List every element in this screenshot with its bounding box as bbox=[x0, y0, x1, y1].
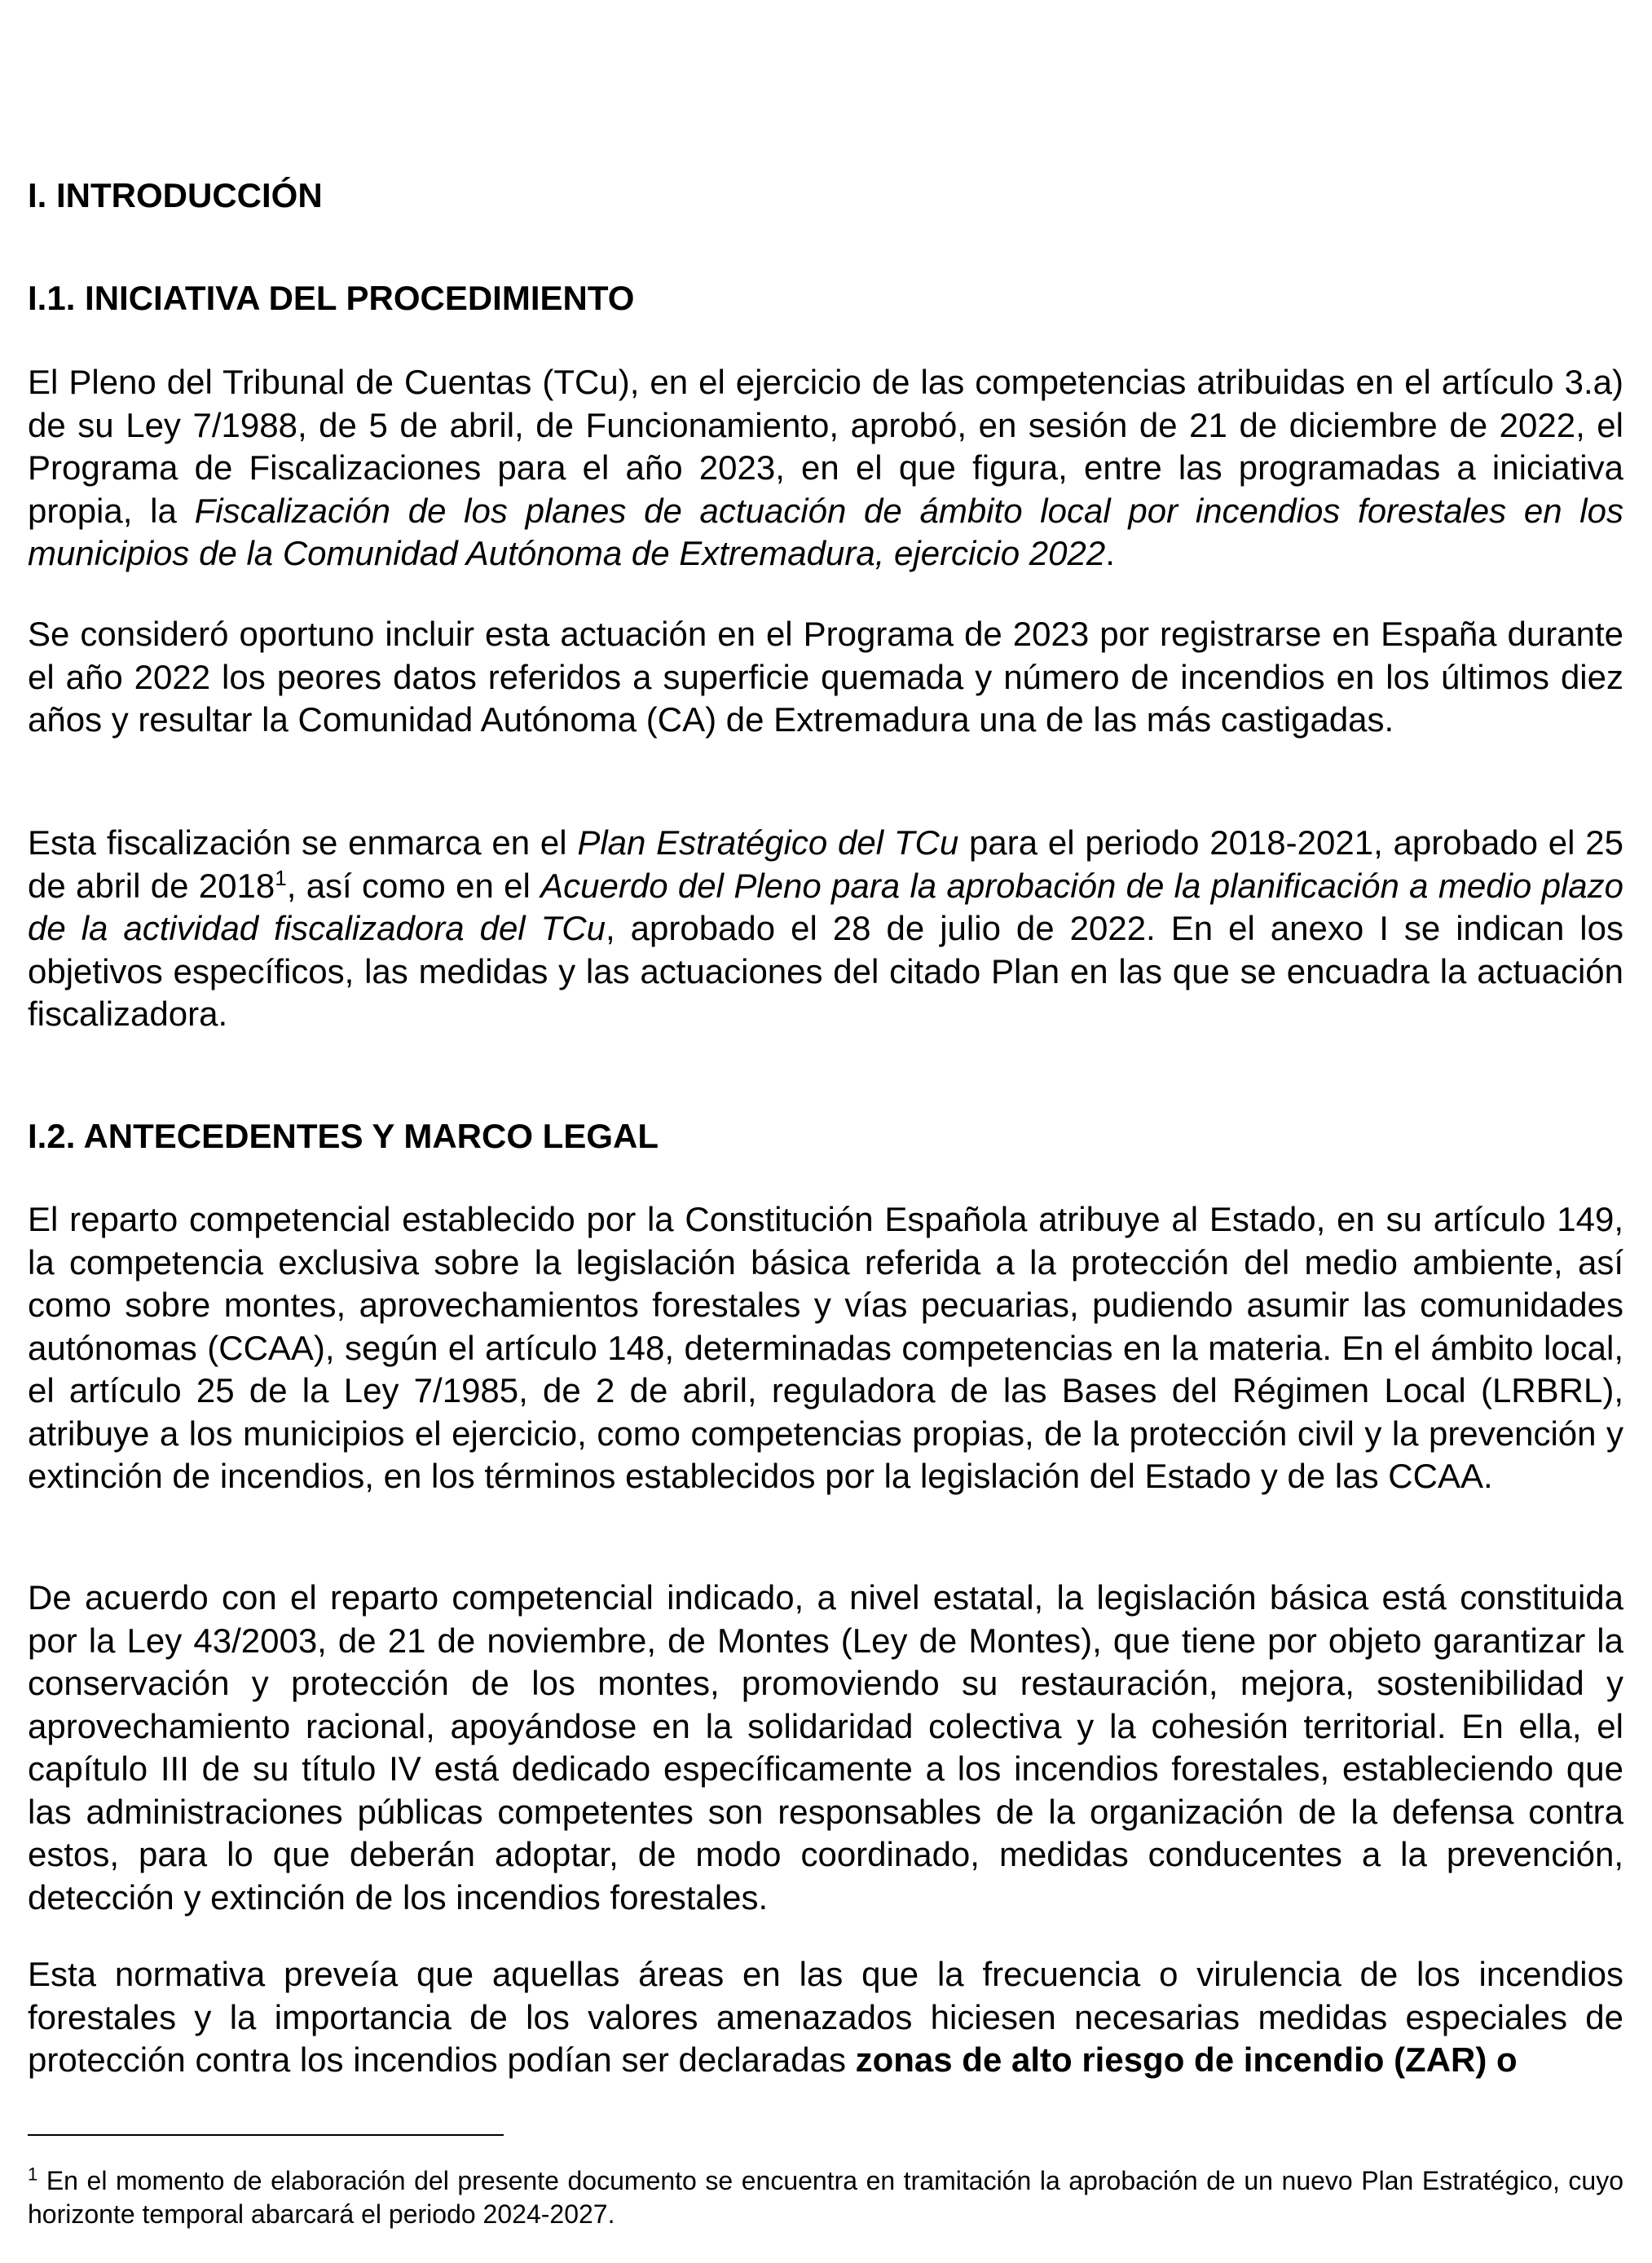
footnote-separator bbox=[28, 2134, 504, 2136]
paragraph-plan-text-b: para el periodo 2018-2021, aprobado el 25 de abril de 2018 bbox=[28, 823, 1623, 905]
footnote bbox=[28, 2164, 1623, 2231]
paragraph-zonas-text: Esta normativa preveía que aquellas áreas en las que la frecuencia o virulencia de los incendios forestales y la importancia de los valores amenazados hiciesen necesarias medidas especiales de protección contra los incendios podían ser declaradas bbox=[28, 1955, 1623, 2079]
paragraph-iniciativa-italic: Fiscalización de los planes de actuación de ámbito local por incendios forestales en los municipios de la Comunidad Autónoma de Extremadura, ejercicio 2022 bbox=[28, 491, 1623, 572]
paragraph-iniciativa-text: El Pleno del Tribunal de Cuentas (TCu), en el ejercicio de las competencias atribuidas en el artículo 3.a) de su Ley 7/1988, de 5 de abril, de Funcionamiento, aprobó, en sesión de 21 de diciembre de 2022, el Programa de Fiscalizaciones para el año 2023, en el que figura, entre las programadas a iniciativa propia, la bbox=[28, 363, 1623, 530]
paragraph-oportunidad: Se consideró oportuno incluir esta actuación en el Programa de 2023 por registrarse en España durante el año 2022 los peores datos referidos a superficie quemada y número de incendios en los últimos diez años y resultar la Comunidad Autónoma (CA) de Extremadura una de las más castigadas. bbox=[28, 615, 1623, 739]
paragraph-plan-text-d: , aprobado el 28 de julio de 2022. En el anexo I se indican los objetivos específicos, las medidas y las actuaciones del citado Plan en las que se encuadra la actuación fiscalizadora. bbox=[28, 909, 1623, 1033]
paragraph-ley-montes: De acuerdo con el reparto competencial indicado, a nivel estatal, la legislación básica está constituida por la Ley 43/2003, de 21 de noviembre, de Montes (Ley de Montes), que tiene por objeto garantizar la conservación y protección de los montes, promoviendo su restauración, mejora, sostenibilidad y aprovechamiento racional, apoyándose en la solidaridad colectiva y la cohesión territorial. En ella, el capítulo III de su título IV está dedicado específicamente a los incendios forestales, estableciendo que las administraciones públicas competentes son responsables de la organización de la defensa contra estos, para lo que deberán adoptar, de modo coordinado, medidas conducentes a la prevención, detección y extinción de los incendios forestales. bbox=[28, 1578, 1623, 1917]
paragraph-plan-italic-b: Acuerdo del Pleno para la aprobación de la planificación a medio plazo de la actividad fiscalizadora del TCu bbox=[28, 866, 1623, 947]
footnote-number: 1 bbox=[28, 2164, 38, 2185]
footnote-text: En el momento de elaboración del presente documento se encuentra en tramitación la aprobación de un nuevo Plan Estratégico, cuyo horizonte temporal abarcará el periodo 2024-2027. bbox=[28, 2166, 1623, 2229]
footnote-reference[interactable]: 1 bbox=[275, 865, 287, 890]
heading-antecedentes-marco-legal: I.2. ANTECEDENTES Y MARCO LEGAL bbox=[28, 1117, 659, 1155]
paragraph-reparto-competencial: El reparto competencial establecido por la Constitución Española atribuye al Estado, en su artículo 149, la competencia exclusiva sobre la legislación básica referida a la protección del medio ambiente, así como sobre montes, aprovechamientos forestales y vías pecuarias, pudiendo asumir las comunidades autónomas (CCAA), según el artículo 148, determinadas competencias en la materia. En el ámbito local, el artículo 25 de la Ley 7/1985, de 2 de abril, reguladora de las Bases del Régimen Local (LRBRL), atribuye a los municipios el ejercicio, como competencias propias, de la protección civil y la prevención y extinción de incendios, en los términos establecidos por la legislación del Estado y de las CCAA. bbox=[28, 1200, 1623, 1495]
paragraph-plan-text-a: Esta fiscalización se enmarca en el bbox=[28, 823, 578, 862]
paragraph-plan-italic-a: Plan Estratégico del TCu bbox=[577, 823, 959, 862]
paragraph-iniciativa bbox=[28, 361, 1623, 576]
heading-introduccion: I. INTRODUCCIÓN bbox=[28, 176, 323, 214]
heading-iniciativa-procedimiento: I.1. INICIATIVA DEL PROCEDIMIENTO bbox=[28, 279, 635, 317]
paragraph-plan-estrategico bbox=[28, 822, 1623, 1036]
paragraph-zonas-bold: zonas de alto riesgo de incendio (ZAR) o bbox=[855, 2040, 1518, 2079]
paragraph-plan-text-c: , así como en el bbox=[286, 866, 541, 905]
paragraph-iniciativa-end: . bbox=[1105, 534, 1115, 572]
paragraph-zonas-alto-riesgo bbox=[28, 1953, 1623, 2082]
